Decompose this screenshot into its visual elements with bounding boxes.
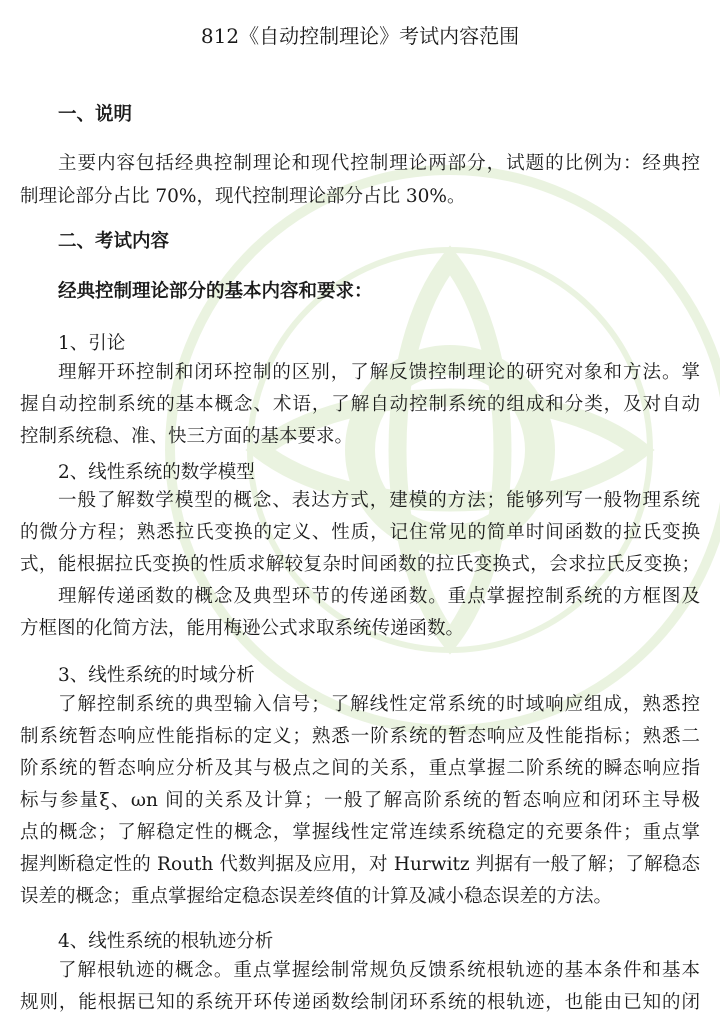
paragraph-line: 握自动控制系统的基本概念、术语，了解自动控制系统的组成和分类，及对自动 <box>20 394 700 415</box>
paragraph-line: 制系统暂态响应性能指标的定义；熟悉一阶系统的暂态响应及性能指标；熟悉二 <box>20 726 700 747</box>
paragraph-line: 的微分方程；熟悉拉氏变换的定义、性质，记住常见的简单时间函数的拉氏变换 <box>20 522 700 543</box>
paragraph-line: 方框图的化简方法，能用梅逊公式求取系统传递函数。 <box>20 618 465 639</box>
subsection-heading: 经典控制理论部分的基本内容和要求： <box>58 281 373 302</box>
paragraph-line: 握判断稳定性的 Routh 代数判据及应用，对 Hurwitz 判据有一般了解；了解稳态 <box>20 854 700 875</box>
paragraph-line: 误差的概念；重点掌握给定稳态误差终值的计算及减小稳态误差的方法。 <box>20 886 613 907</box>
paragraph-line: 控制系统稳、准、快三方面的基本要求。 <box>20 426 354 447</box>
paragraph-line: 制理论部分占比 70%，现代控制理论部分占比 30%。 <box>20 186 466 207</box>
paragraph-line: 了解根轨迹的概念。重点掌握绘制常规负反馈系统根轨迹的基本条件和基本 <box>58 960 700 981</box>
paragraph-line: 标与参量ξ、ωn 间的关系及计算；一般了解高阶系统的暂态响应和闭环主导极 <box>20 790 700 811</box>
paragraph-line: 了解控制系统的典型输入信号；了解线性定常系统的时域响应组成，熟悉控 <box>58 694 700 715</box>
paragraph-line: 理解传递函数的概念及典型环节的传递函数。重点掌握控制系统的方框图及 <box>58 586 700 607</box>
watermark-logo <box>150 150 720 750</box>
paragraph-line: 一般了解数学模型的概念、表达方式，建模的方法；能够列写一般物理系统 <box>58 490 700 511</box>
paragraph-line: 规则，能根据已知的系统开环传递函数绘制闭环系统的根轨迹，也能由已知的闭 <box>20 992 700 1013</box>
item-title: 1、引论 <box>58 333 126 354</box>
document-title: 812《自动控制理论》考试内容范围 <box>200 24 520 48</box>
item-title: 2、线性系统的数学模型 <box>58 462 255 483</box>
paragraph-line: 主要内容包括经典控制理论和现代控制理论两部分，试题的比例为：经典控 <box>58 153 700 174</box>
section-heading: 二、考试内容 <box>58 231 170 252</box>
section-heading: 一、说明 <box>58 104 133 125</box>
paragraph-line: 点的概念；了解稳定性的概念，掌握线性定常连续系统稳定的充要条件；重点掌 <box>20 822 700 843</box>
paragraph-line: 理解开环控制和闭环控制的区别，了解反馈控制理论的研究对象和方法。掌 <box>58 362 700 383</box>
item-title: 3、线性系统的时域分析 <box>58 665 255 686</box>
paragraph-line: 式，能根据拉氏变换的性质求解较复杂时间函数的拉氏变换式，会求拉氏反变换； <box>20 554 700 575</box>
paragraph-line: 阶系统的暂态响应分析及其与极点之间的关系，重点掌握二阶系统的瞬态响应指 <box>20 758 700 779</box>
item-title: 4、线性系统的根轨迹分析 <box>58 931 274 952</box>
